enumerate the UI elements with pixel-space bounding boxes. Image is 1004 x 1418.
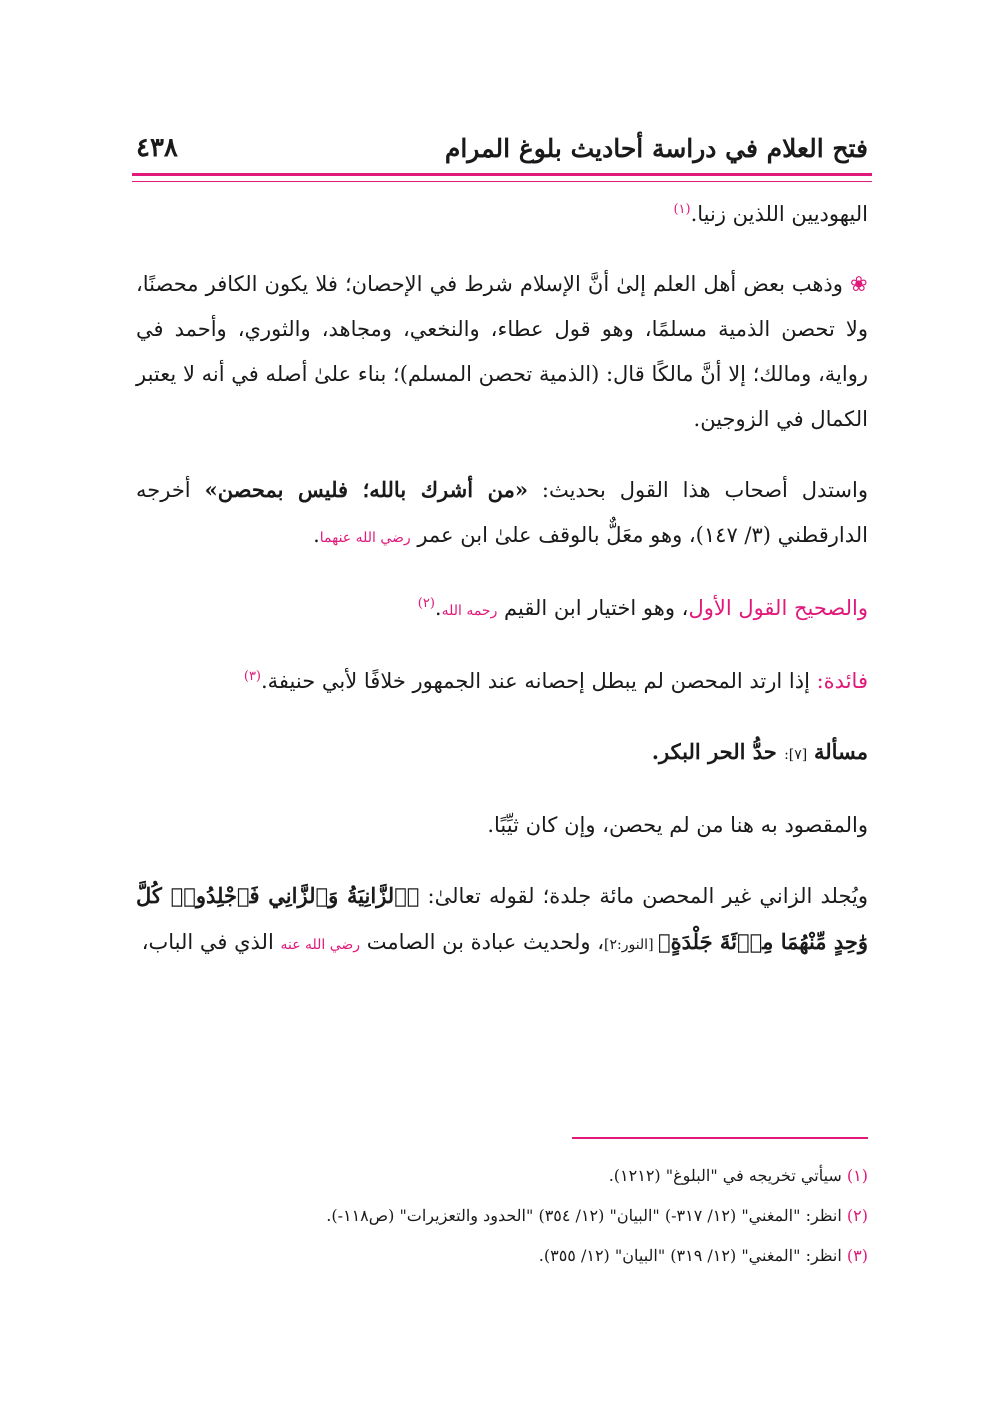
paragraph-text: واستدل أصحاب هذا القول بحديث:	[527, 478, 868, 502]
punctuation: .	[313, 523, 320, 547]
paragraph	[136, 873, 868, 968]
page-header	[136, 126, 868, 170]
footnote-text: انظر: "المغني" (١٢/ ٣١٧-) "البيان" (١٢/ ٣٥٤) "الحدود والتعزيرات" (ص١١٨-).	[326, 1206, 847, 1225]
main-text	[136, 192, 868, 993]
header-rule-thick	[132, 173, 872, 176]
quran-verse: ﴿ٱلزَّانِيَةُ وَٱلزَّانِي فَٱجْلِدُوا۟ كُلَّ وَٰحِدٍ مِّنْهُمَا مِا۟ئَةَ جَلْدَةٍ﴾	[136, 883, 868, 954]
paragraph	[136, 659, 868, 704]
footnote-ref: (١)	[673, 202, 691, 217]
verse-reference: [النور:٢]	[603, 937, 658, 953]
paragraph-text: والمقصود به هنا من لم يحصن، وإن كان ثيِّبًا.	[487, 813, 868, 837]
paragraph	[136, 803, 868, 848]
footnote-number: (١)	[846, 1166, 868, 1185]
footnote	[136, 1156, 868, 1196]
honorific: رضي الله عنه	[280, 937, 361, 953]
hadith-quote: «من أشرك بالله؛ فليس بمحصن»	[204, 477, 528, 502]
benefit-label: فائدة:	[816, 669, 868, 693]
footnote-text: سيأتي تخريجه في "البلوغ" (١٢١٢).	[608, 1166, 847, 1185]
running-title: فتح العلام في دراسة أحاديث بلوغ المرام	[444, 133, 868, 163]
paragraph-text: وذهب بعض أهل العلم إلىٰ أنَّ الإسلام شرط في الإحصان؛ فلا يكون الكافر محصنًا، ولا تحصن الذمية مسلمًا، وهو قول عطاء، والنخعي، ومجاهد، والثوري، وأحمد في رواية، ومالك؛ إلا أنَّ مالكًا قال: (الذمية تحصن المسلم)؛ بناء علىٰ أصله في أنه لا يعتبر الكمال في الزوجين.	[136, 272, 868, 431]
paragraph	[136, 192, 868, 237]
paragraph	[136, 262, 868, 442]
paragraph-text: ، وهو اختيار ابن القيم	[497, 596, 689, 620]
punctuation: .	[434, 596, 442, 620]
masala-title: حدُّ الحر البكر.	[651, 739, 785, 764]
paragraph-text: ، ولحديث عبادة بن الصامت	[360, 930, 604, 954]
honorific: رحمه الله	[441, 603, 498, 619]
footnotes	[136, 1156, 868, 1276]
paragraph	[136, 467, 868, 561]
highlight-phrase: والصحيح القول الأول	[688, 596, 868, 620]
footnote-separator	[572, 1137, 868, 1139]
footnote-ref: (٢)	[417, 596, 435, 611]
paragraph	[136, 586, 868, 634]
footnote-text: انظر: "المغني" (١٢/ ٣١٩) "البيان" (١٢/ ٣٥٥).	[538, 1246, 847, 1265]
footnote-ref: (٣)	[243, 669, 261, 684]
flower-ornament-icon: ❀	[849, 272, 868, 296]
section-heading	[136, 729, 868, 778]
paragraph-text: إذا ارتد المحصن لم يبطل إحصانه عند الجمهور خلافًا لأبي حنيفة.	[261, 669, 817, 693]
footnote	[136, 1196, 868, 1236]
page-number: ٤٣٨	[136, 133, 178, 163]
footnote-number: (٢)	[846, 1206, 868, 1225]
masala-label: مسألة	[813, 739, 868, 764]
header-rule-thin	[132, 181, 872, 182]
paragraph-text: اليهوديين اللذين زنيا.	[690, 202, 868, 226]
honorific: رضي الله عنهما	[319, 530, 411, 546]
paragraph-text: الذي في الباب،	[141, 930, 281, 954]
footnote	[136, 1236, 868, 1276]
paragraph-text: أخرجه الدارقطني (٣/ ١٤٧)، وهو معَلٌّ بالوقف علىٰ ابن عمر	[136, 478, 868, 547]
paragraph-text: ويُجلد الزاني غير المحصن مائة جلدة؛ لقوله تعالىٰ:	[419, 884, 869, 908]
masala-number: [٧]:	[784, 747, 808, 763]
footnote-number: (٣)	[846, 1246, 868, 1265]
